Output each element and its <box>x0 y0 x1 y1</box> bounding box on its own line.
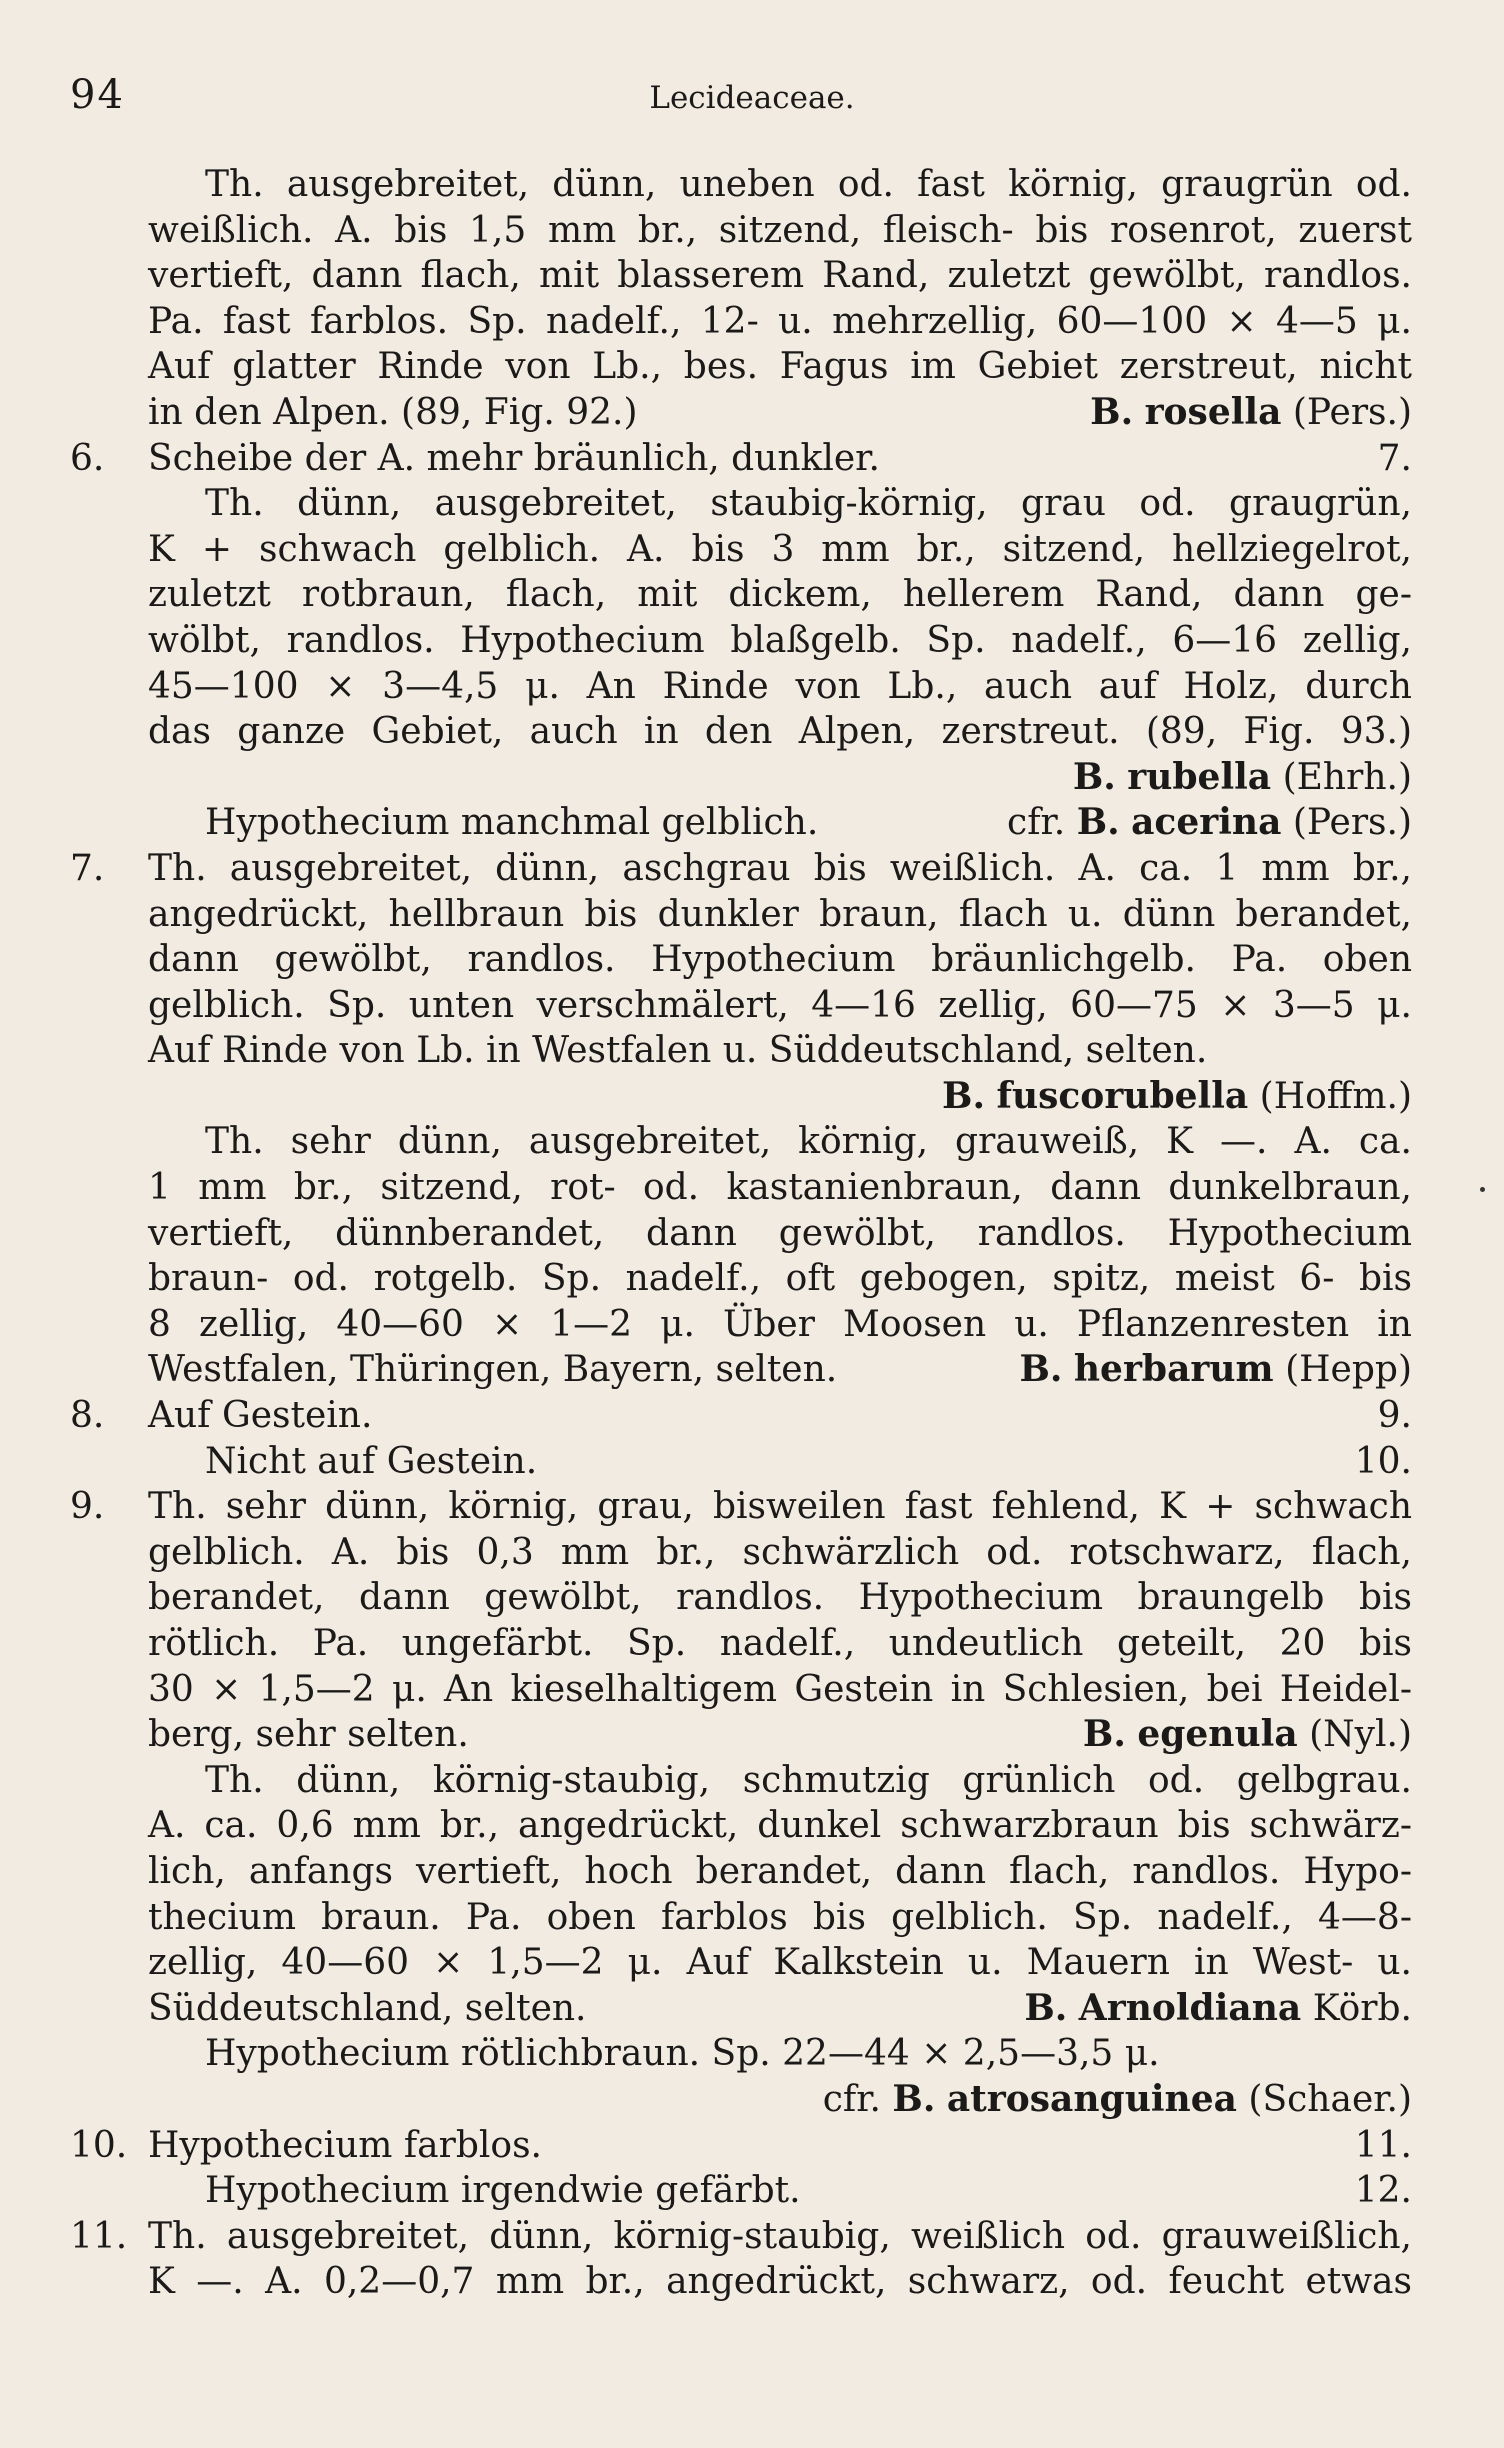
line-text: 30 × 1,5—2 μ. An kieselhaltigem Gestein in Schlesien, bei Heidel- <box>148 1668 1412 1710</box>
text-line <box>0 2077 1504 2123</box>
line-text: Th. dünn, ausgebreitet, staubig-körnig, grau od. graugrün, <box>205 483 1412 525</box>
key-line <box>0 2214 1504 2260</box>
line-text: lich, anfangs vertieft, hoch berandet, dann flach, randlos. Hypo- <box>148 1850 1412 1892</box>
line-text: A. ca. 0,6 mm br., angedrückt, dunkel schwarzbraun bis schwärz- <box>148 1805 1412 1847</box>
line-text: Th. ausgebreitet, dünn, uneben od. fast körnig, graugrün od. <box>205 164 1412 205</box>
species-name <box>1019 1347 1412 1393</box>
line-text: weißlich. A. bis 1,5 mm br., sitzend, fleisch- bis rosenrot, zuerst <box>148 209 1412 251</box>
key-number: 6. <box>70 437 105 479</box>
line-text: vertieft, dünnberandet, dann gewölbt, randlos. Hypothecium <box>148 1212 1412 1254</box>
key-number: 7. <box>70 847 105 889</box>
line-text: zellig, 40—60 × 1,5—2 μ. Auf Kalkstein u. Mauern in West- u. <box>148 1942 1412 1984</box>
page-header <box>0 72 1504 122</box>
genus-abbrev: B. <box>892 2077 936 2120</box>
key-reference: 9. <box>1377 1395 1412 1437</box>
text-line <box>0 618 1504 664</box>
text-line <box>0 983 1504 1029</box>
line-text: zuletzt rotbraun, flach, mit dickem, hellerem Rand, dann ge- <box>148 574 1412 616</box>
text-line <box>0 1347 1504 1393</box>
text-line <box>0 1256 1504 1302</box>
cfr-reference <box>823 2077 1412 2123</box>
key-number: 11. <box>70 2215 128 2257</box>
line-text: Th. sehr dünn, körnig, grau, bisweilen fast fehlend, K + schwach <box>148 1486 1412 1528</box>
text-line <box>0 937 1504 983</box>
text-line <box>0 755 1504 801</box>
genus-abbrev: B. <box>1024 1986 1068 2029</box>
page-number: 94 <box>70 72 125 118</box>
line-text: K —. A. 0,2—0,7 mm br., angedrückt, schwarz, od. feucht etwas <box>148 2261 1412 2303</box>
key-reference: 11. <box>1354 2124 1412 2166</box>
line-text: Th. dünn, körnig-staubig, schmutzig grünlich od. gelbgrau. <box>205 1759 1412 1801</box>
genus-abbrev: B. <box>1019 1348 1063 1391</box>
genus-abbrev: B. <box>1082 1713 1126 1756</box>
line-text: Pa. fast farblos. Sp. nadelf., 12- u. mehrzellig, 60—100 × 4—5 μ. <box>148 300 1412 342</box>
line-text: Th. ausgebreitet, dünn, körnig-staubig, weißlich od. grauweißlich, <box>148 2215 1412 2257</box>
text-line <box>0 1074 1504 1120</box>
species-epithet: egenula <box>1137 1713 1298 1756</box>
species-epithet: rosella <box>1144 390 1282 433</box>
species-author: (Nyl.) <box>1309 1714 1412 1756</box>
line-text: Westfalen, Thüringen, Bayern, selten. <box>148 1349 838 1391</box>
text-line <box>0 664 1504 710</box>
line-text: Süddeutschland, selten. <box>148 1987 587 2029</box>
line-text: Scheibe der A. mehr bräunlich, dunkler. <box>148 437 880 479</box>
key-reference: 10. <box>1354 1440 1412 1482</box>
line-text: rötlich. Pa. ungefärbt. Sp. nadelf., undeutlich geteilt, 20 bis <box>148 1623 1412 1664</box>
text-line <box>0 1940 1504 1986</box>
key-number: 8. <box>70 1395 105 1437</box>
line-text: Auf Gestein. <box>148 1395 373 1437</box>
species-epithet: herbarum <box>1073 1348 1274 1391</box>
line-text: Auf Rinde von Lb. in Westfalen u. Süddeutschland, selten. <box>148 1030 1208 1072</box>
line-text: Th. ausgebreitet, dünn, aschgrau bis weißlich. A. ca. 1 mm br., <box>148 847 1412 889</box>
text-line <box>0 1667 1504 1713</box>
line-text: gelblich. Sp. unten verschmälert, 4—16 zellig, 60—75 × 3—5 μ. <box>148 984 1412 1026</box>
text-line <box>0 1621 1504 1667</box>
text-line <box>0 1211 1504 1257</box>
species-author: Körb. <box>1312 1987 1412 2029</box>
text-line <box>0 1758 1504 1804</box>
line-text: gelblich. A. bis 0,3 mm br., schwärzlich od. rotschwarz, flach, <box>148 1531 1412 1573</box>
text-line <box>0 299 1504 345</box>
species-name <box>942 1074 1412 1120</box>
line-text: Auf glatter Rinde von Lb., bes. Fagus im Gebiet zerstreut, nicht <box>148 346 1412 388</box>
species-author: (Pers.) <box>1292 802 1412 844</box>
species-author: (Schaer.) <box>1248 2078 1412 2120</box>
running-head: Lecideaceae. <box>649 80 855 116</box>
text-line <box>0 527 1504 573</box>
text-line <box>0 2031 1504 2077</box>
text-line <box>0 253 1504 299</box>
line-text: 1 mm br., sitzend, rot- od. kastanienbraun, dann dunkelbraun, <box>148 1167 1412 1209</box>
species-epithet: Arnoldiana <box>1078 1986 1302 2029</box>
text-line <box>0 709 1504 755</box>
species-name <box>1024 1986 1412 2032</box>
species-author: (Pers.) <box>1292 391 1412 433</box>
line-text: Nicht auf Gestein. <box>205 1440 538 1482</box>
line-text: dann gewölbt, randlos. Hypothecium bräunlichgelb. Pa. oben <box>148 939 1412 981</box>
key-number: 9. <box>70 1486 105 1528</box>
species-name <box>1090 390 1412 436</box>
text-line <box>0 390 1504 436</box>
text-line <box>0 800 1504 846</box>
line-text: braun- od. rotgelb. Sp. nadelf., oft gebogen, spitz, meist 6- bis <box>148 1258 1412 1300</box>
cfr-reference <box>1007 800 1412 846</box>
text-line <box>0 1302 1504 1348</box>
text-line <box>0 1712 1504 1758</box>
species-author: (Hepp) <box>1285 1349 1412 1391</box>
text-line <box>0 1803 1504 1849</box>
key-reference: 12. <box>1354 2170 1412 2212</box>
line-text: Hypothecium manchmal gelblich. <box>205 802 819 844</box>
species-name <box>1083 1712 1412 1758</box>
line-text: 45—100 × 3—4,5 μ. An Rinde von Lb., auch auf Holz, durch <box>148 665 1412 707</box>
key-line <box>0 1439 1504 1485</box>
line-text: das ganze Gebiet, auch in den Alpen, zerstreut. (89, Fig. 93.) <box>148 711 1412 753</box>
line-text: thecium braun. Pa. oben farblos bis gelblich. Sp. nadelf., 4—8- <box>148 1896 1412 1938</box>
line-text: Hypothecium rötlichbraun. Sp. 22—44 × 2,5—3,5 μ. <box>205 2033 1160 2075</box>
key-line <box>0 2168 1504 2214</box>
text-line <box>0 481 1504 527</box>
line-text: Th. sehr dünn, ausgebreitet, körnig, grauweiß, K —. A. ca. <box>205 1121 1412 1163</box>
key-line <box>0 1484 1504 1530</box>
text-line <box>0 344 1504 390</box>
genus-abbrev: B. <box>1072 755 1116 798</box>
species-author: (Ehrh.) <box>1282 756 1412 798</box>
line-text: Hypothecium farblos. <box>148 2124 542 2166</box>
genus-abbrev: B. <box>1090 390 1134 433</box>
line-text: wölbt, randlos. Hypothecium blaßgelb. Sp. nadelf., 6—16 zellig, <box>148 619 1412 661</box>
page-body <box>0 162 1504 2305</box>
text-line <box>0 2259 1504 2305</box>
text-line <box>0 1165 1504 1211</box>
key-line <box>0 2123 1504 2169</box>
text-line <box>0 1028 1504 1074</box>
text-line <box>0 1986 1504 2032</box>
text-line <box>0 892 1504 938</box>
paper-speck <box>1480 1187 1485 1192</box>
text-line <box>0 1119 1504 1165</box>
text-line <box>0 1530 1504 1576</box>
cfr-label: cfr. <box>1007 802 1066 844</box>
line-text: angedrückt, hellbraun bis dunkler braun, flach u. dünn berandet, <box>148 893 1412 935</box>
species-epithet: fuscorubella <box>996 1074 1249 1117</box>
line-text: Hypothecium irgendwie gefärbt. <box>205 2170 801 2212</box>
species-author: (Hoffm.) <box>1259 1075 1412 1117</box>
text-line <box>0 1575 1504 1621</box>
key-reference: 7. <box>1377 437 1412 479</box>
text-line <box>0 162 1504 208</box>
genus-abbrev: B. <box>942 1074 985 1117</box>
species-epithet: atrosanguinea <box>946 2077 1237 2120</box>
line-text: in den Alpen. (89, Fig. 92.) <box>148 391 638 433</box>
line-text: 8 zellig, 40—60 × 1—2 μ. Über Moosen u. Pflanzenresten in <box>148 1303 1412 1345</box>
line-text: berandet, dann gewölbt, randlos. Hypothecium braungelb bis <box>148 1577 1412 1619</box>
species-epithet: acerina <box>1131 801 1282 844</box>
species-name <box>1073 755 1412 801</box>
key-number: 10. <box>70 2124 128 2166</box>
cfr-label: cfr. <box>822 2078 881 2120</box>
line-text: vertieft, dann flach, mit blasserem Rand, zuletzt gewölbt, randlos. <box>148 255 1412 297</box>
genus-abbrev: B. <box>1076 801 1120 844</box>
text-line <box>0 208 1504 254</box>
key-line <box>0 846 1504 892</box>
text-line <box>0 1849 1504 1895</box>
line-text: berg, sehr selten. <box>148 1714 469 1756</box>
key-line <box>0 436 1504 482</box>
text-line <box>0 572 1504 618</box>
line-text: K + schwach gelblich. A. bis 3 mm br., sitzend, hellziegelrot, <box>148 528 1412 570</box>
key-line <box>0 1393 1504 1439</box>
text-line <box>0 1895 1504 1941</box>
species-epithet: rubella <box>1127 755 1272 798</box>
